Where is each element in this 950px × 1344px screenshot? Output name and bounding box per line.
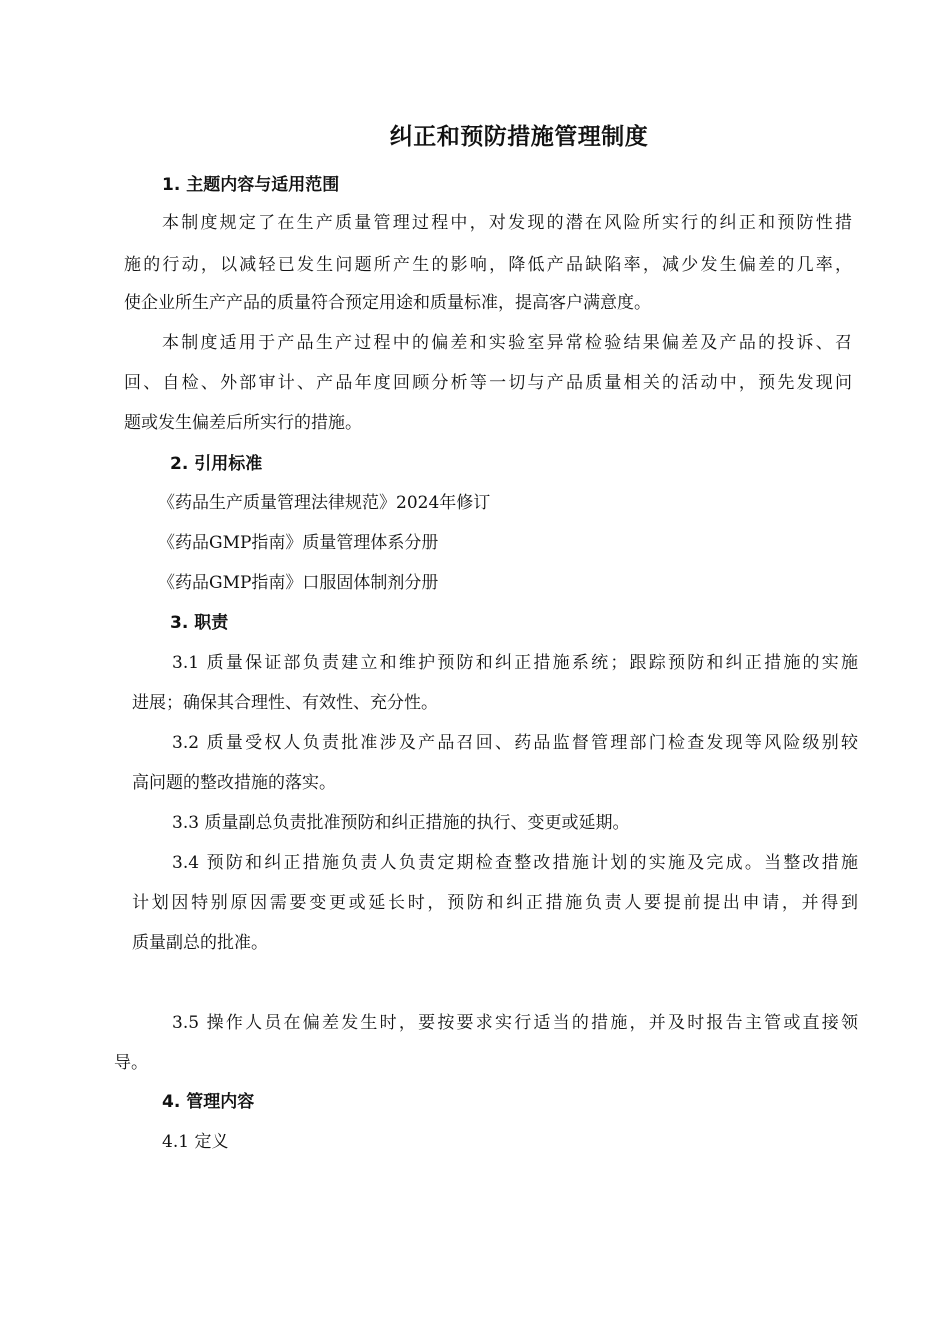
- reference-item: 《药品GMP指南》口服固体制剂分册: [158, 573, 439, 593]
- duty-3-4-line-2: 计划因特别原因需要变更或延长时，预防和纠正措施负责人要提前提出申请，并得到: [132, 893, 858, 913]
- section-1-para-2-line-3: 题或发生偏差后所实行的措施。: [124, 413, 362, 433]
- section-1-para-1-line-1: 本制度规定了在生产质量管理过程中，对发现的潜在风险所实行的纠正和预防性措: [162, 213, 852, 233]
- duty-3-2-line-2: 高问题的整改措施的落实。: [132, 773, 336, 793]
- section-1-para-1-line-2: 施的行动，以减轻已发生问题所产生的影响，降低产品缺陷率，减少发生偏差的几率，: [124, 255, 852, 275]
- reference-item: 《药品生产质量管理法律规范》2024年修订: [158, 493, 491, 513]
- section-1-para-2-line-2: 回、自检、外部审计、产品年度回顾分析等一切与产品质量相关的活动中，预先发现问: [124, 373, 852, 393]
- section-2-heading: 2. 引用标准: [170, 454, 263, 474]
- subsection-4-1-heading: 4.1 定义: [162, 1132, 229, 1152]
- section-3-heading: 3. 职责: [170, 613, 229, 633]
- section-4-heading: 4. 管理内容: [162, 1092, 255, 1112]
- duty-3-2-line-1: 3.2 质量受权人负责批准涉及产品召回、药品监督管理部门检查发现等风险级别较: [172, 733, 858, 753]
- duty-3-5-line-1: 3.5 操作人员在偏差发生时，要按要求实行适当的措施，并及时报告主管或直接领: [172, 1013, 858, 1033]
- section-1-para-2-line-1: 本制度适用于产品生产过程中的偏差和实验室异常检验结果偏差及产品的投诉、召: [162, 333, 852, 353]
- duty-3-4-line-3: 质量副总的批准。: [132, 933, 268, 953]
- duty-3-1-line-2: 进展；确保其合理性、有效性、充分性。: [132, 693, 438, 713]
- duty-3-1-line-1: 3.1 质量保证部负责建立和维护预防和纠正措施系统；跟踪预防和纠正措施的实施: [172, 653, 858, 673]
- section-1-heading: 1. 主题内容与适用范围: [162, 175, 340, 195]
- duty-3-4-line-1: 3.4 预防和纠正措施负责人负责定期检查整改措施计划的实施及完成。当整改措施: [172, 853, 858, 873]
- document-title: 纠正和预防措施管理制度: [389, 124, 649, 150]
- duty-3-5-line-2: 导。: [114, 1053, 148, 1073]
- section-1-para-1-line-3: 使企业所生产产品的质量符合预定用途和质量标准，提高客户满意度。: [124, 293, 651, 313]
- duty-3-3-line-1: 3.3 质量副总负责批准预防和纠正措施的执行、变更或延期。: [172, 813, 630, 833]
- reference-item: 《药品GMP指南》质量管理体系分册: [158, 533, 439, 553]
